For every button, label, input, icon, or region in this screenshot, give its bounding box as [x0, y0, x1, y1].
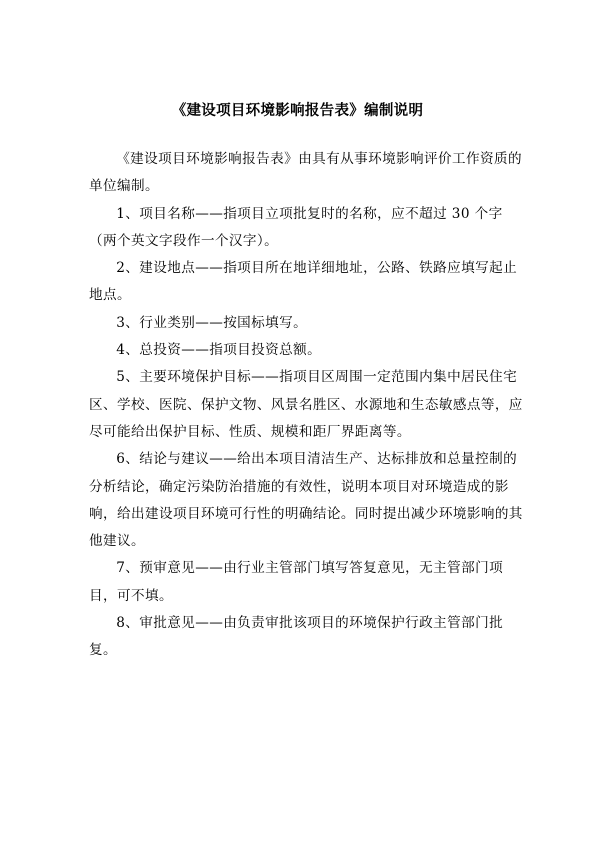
document-body — [89, 146, 525, 665]
paragraph-intro: 《建设项目环境影响报告表》由具有从事环境影响评价工作资质的单位编制。 — [89, 151, 523, 195]
paragraph-item-6: 6、结论与建议——给出本项目清洁生产、达标排放和总量控制的分析结论，确定污染防治措施的有效性，说明本项目对环境造成的影响，给出建设项目环境可行性的明确结论。同时提出减少环境影响的其他建议。 — [89, 451, 523, 550]
document-title: 《建设项目环境影响报告表》编制说明 — [171, 102, 424, 119]
paragraph-item-3: 3、行业类别——按国标填写。 — [116, 314, 308, 331]
paragraph-item-4: 4、总投资——指项目投资总额。 — [116, 342, 322, 359]
paragraph-item-7: 7、预审意见——由行业主管部门填写答复意见，无主管部门项目，可不填。 — [89, 560, 504, 604]
paragraph-item-5: 5、主要环境保护目标——指项目区周围一定范围内集中居民住宅区、学校、医院、保护文物、风景名胜区、水源地和生态敏感点等，应尽可能给出保护目标、性质、规模和距厂界距离等。 — [89, 369, 523, 440]
paragraph-item-8: 8、审批意见——由负责审批该项目的环境保护行政主管部门批复。 — [89, 615, 504, 659]
paragraph-item-1: 1、项目名称——指项目立项批复时的名称，应不超过 30 个字（两个英文字段作一个汉字）。 — [89, 205, 503, 249]
paragraph-item-2: 2、建设地点——指项目所在地详细地址，公路、铁路应填写起止地点。 — [89, 260, 518, 304]
